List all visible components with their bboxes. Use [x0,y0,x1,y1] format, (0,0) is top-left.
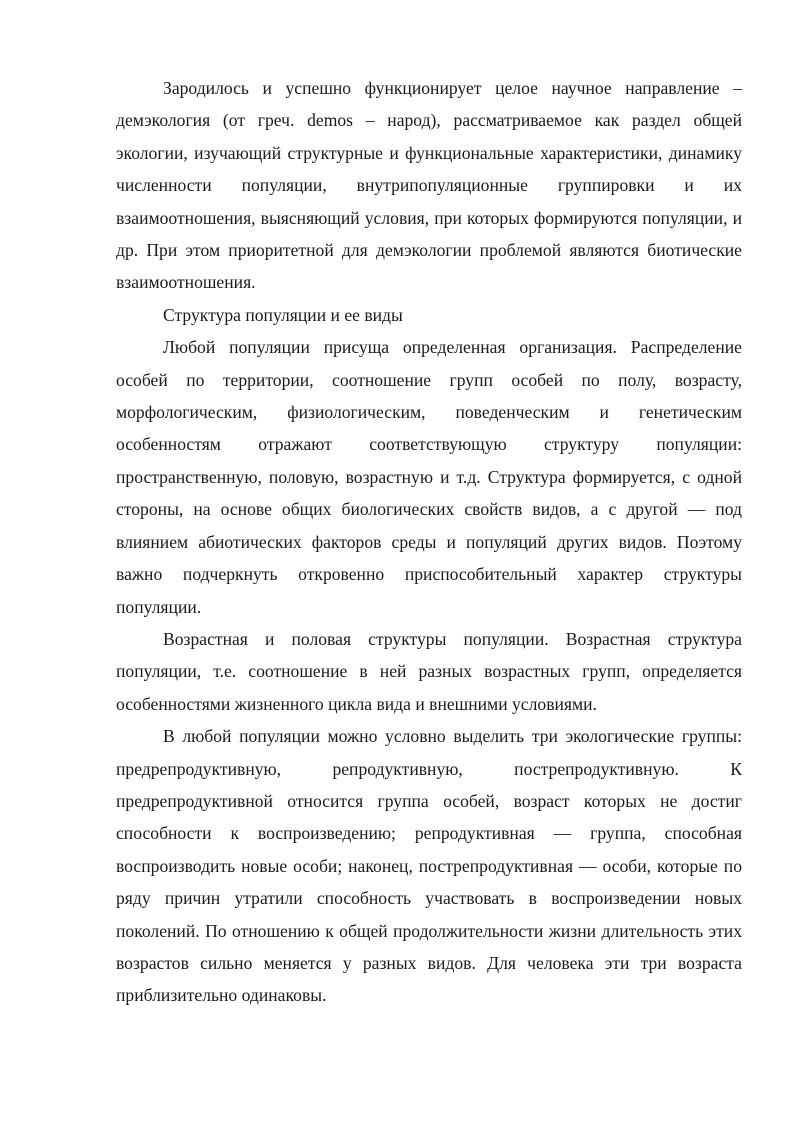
paragraph-demecology-intro: Зародилось и успешно функционирует целое научное направление – демэкология (от греч. demos – народ), рассматриваемое как раздел общей экологии, изучающий структурные и функциональные характеристики, динамику численности популяции, внутрипопуляционные группировки и их взаимоотношения, выясняющий условия, при которых формируются популяции, и др. При этом приоритетной для демэкологии проблемой являются биотические взаимоотношения. [116,78,742,293]
paragraph-ecological-age-groups: В любой популяции можно условно выделить три экологические группы: предрепродуктивную, репродуктивную, пострепродуктивную. К предрепродуктивной относится группа особей, возраст которых не достиг способности к воспроизведению; репродуктивная — группа, способная воспроизводить новые особи; наконец, пострепродуктивная — особи, которые по ряду причин утратили способность участвовать в воспроизведении новых поколений. По отношению к общей продолжительности жизни длительность этих возрастов сильно меняется у разных видов. Для человека эти три возраста приблизительно одинаковы. [116,726,742,1006]
section-heading-population-structure: Структура популяции и ее виды [163,304,403,325]
paragraph-age-sex-structure: Возрастная и половая структуры популяции. Возрастная структура популяции, т.е. соотношение в ней разных возрастных групп, определяется особенностями жизненного цикла вида и внешними условиями. [116,628,742,714]
document-body [116,72,742,1012]
paragraph-population-organization: Любой популяции присуща определенная организация. Распределение особей по территории, соотношение групп особей по полу, возрасту, морфологическим, физиологическим, поведенческим и генетическим особенностям отражают соответствующую структуру популяции: пространственную, половую, возрастную и т.д. Структура формируется, с одной стороны, на основе общих биологических свойств видов, а с другой — под влиянием абиотических факторов среды и популяций других видов. Поэтому важно подчеркнуть откровенно приспособительный характер структуры популяции. [116,337,742,617]
